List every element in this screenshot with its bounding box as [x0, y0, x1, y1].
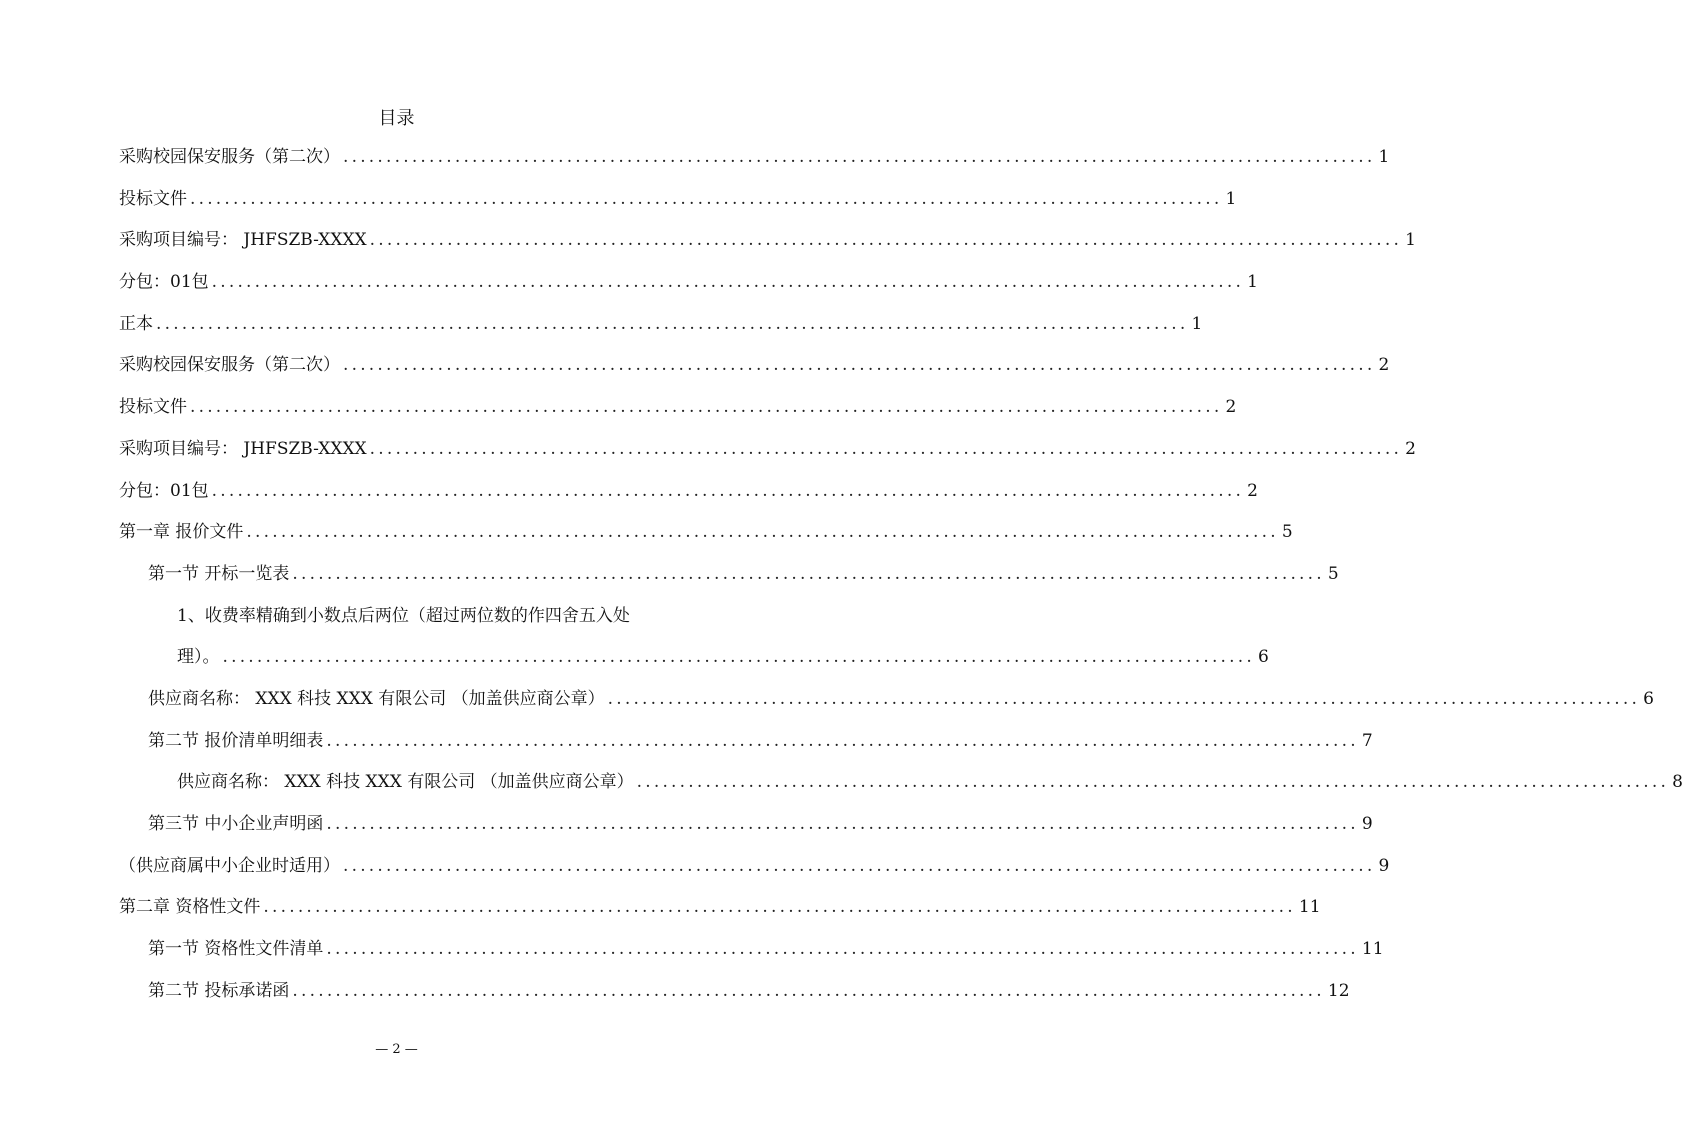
toc-entry[interactable] [119, 679, 1654, 721]
toc-entry-text: 第一节 开标一览表 [148, 563, 290, 584]
dot-leader: ........................................................................................................................ [211, 272, 1245, 293]
toc-title: 目录 [378, 108, 415, 129]
toc-entry-text: 第二节 报价清单明细表 [148, 730, 324, 751]
toc-entry[interactable] [119, 429, 1416, 471]
toc-entry[interactable] [119, 554, 1339, 596]
toc-entry[interactable] [119, 387, 1237, 429]
toc-entry[interactable] [119, 179, 1237, 221]
toc-page-number: 6 [1257, 647, 1269, 668]
dot-leader: ........................................................................................................................ [343, 355, 1376, 376]
toc-entry[interactable] [119, 846, 1390, 888]
dot-leader: ........................................................................................................................ [190, 188, 1223, 209]
toc-entry[interactable] [119, 471, 1258, 513]
dot-leader: ........................................................................................................................ [343, 147, 1376, 167]
dot-leader: ........................................................................................................................ [369, 438, 1403, 459]
toc-page-number: 11 [1298, 897, 1321, 918]
table-of-contents [119, 137, 1683, 1012]
toc-page-number: 7 [1361, 730, 1373, 751]
toc-entry-text: 正本 [119, 313, 153, 334]
toc-page-number: 1 [1191, 313, 1203, 334]
toc-entry-text: （供应商属中小企业时适用） [119, 855, 340, 876]
toc-entry-text: 采购项目编号： JHFSZB-XXXX [119, 438, 367, 459]
toc-page-number: 8 [1672, 772, 1683, 793]
dot-leader: ........................................................................................................................ [292, 563, 1325, 584]
toc-entry[interactable] [119, 804, 1373, 846]
dot-leader: ........................................................................................................................ [326, 730, 1359, 751]
toc-page-number: 2 [1378, 355, 1390, 376]
dot-leader: ........................................................................................................................ [343, 855, 1376, 876]
toc-page-number: 11 [1361, 939, 1384, 960]
toc-page-number: 1 [1225, 188, 1237, 209]
toc-entry[interactable] [119, 596, 673, 638]
toc-entry[interactable] [119, 971, 1350, 1013]
toc-entry[interactable] [119, 137, 1390, 179]
toc-entry-text: 采购项目编号： JHFSZB-XXXX [119, 230, 367, 251]
toc-entry-text: 第二章 资格性文件 [119, 897, 261, 918]
toc-entry[interactable] [119, 637, 1269, 679]
toc-entry-text: 投标文件 [119, 397, 187, 418]
toc-entry-text: 第一节 资格性文件清单 [148, 939, 324, 960]
dot-leader: ........................................................................................................................ [636, 772, 1670, 793]
toc-entry-text: 1、收费率精确到小数点后两位（超过两位数的作四舍五入处 [177, 605, 630, 626]
toc-entry-text: 分包：01包 [119, 480, 209, 501]
toc-entry[interactable] [119, 304, 1203, 346]
toc-page-number: 6 [1643, 688, 1654, 709]
toc-page-number: 2 [1225, 397, 1237, 418]
toc-entry-text: 第三节 中小企业声明函 [148, 814, 324, 834]
toc-page-number: 2 [1247, 480, 1258, 501]
toc-page-number: 9 [1361, 814, 1373, 834]
toc-page-number: 12 [1327, 980, 1350, 1001]
dot-leader: ........................................................................................................................ [246, 522, 1279, 543]
toc-page-number: 1 [1247, 272, 1258, 293]
toc-entry-text: 投标文件 [119, 188, 187, 209]
dot-leader: ........................................................................................................................ [369, 230, 1403, 251]
toc-entry[interactable] [119, 262, 1258, 304]
toc-entry[interactable] [119, 762, 1683, 804]
toc-entry-text: 采购校园保安服务（第二次） [119, 355, 340, 376]
toc-page-number: 5 [1327, 563, 1339, 584]
toc-page-number: 1 [1405, 230, 1416, 251]
toc-page-number: 2 [1405, 438, 1416, 459]
dot-leader: ........................................................................................................................ [190, 397, 1223, 418]
toc-entry[interactable] [119, 721, 1373, 763]
toc-entry[interactable] [119, 929, 1384, 971]
toc-entry-text: 第一章 报价文件 [119, 522, 244, 543]
dot-leader: ........................................................................................................................ [326, 814, 1359, 834]
toc-entry[interactable] [119, 345, 1390, 387]
toc-entry[interactable] [119, 220, 1416, 262]
dot-leader: ........................................................................................................................ [156, 313, 1189, 334]
dot-leader: ........................................................................................................................ [292, 980, 1325, 1001]
page-number-footer: — 2 — [375, 1042, 418, 1057]
toc-page-number: 1 [1378, 147, 1390, 167]
toc-entry-text: 供应商名称： XXX 科技 XXX 有限公司 （加盖供应商公章） [177, 772, 634, 793]
dot-leader: ........................................................................................................................ [222, 647, 1255, 668]
toc-page-number: 5 [1281, 522, 1293, 543]
dot-leader: ........................................................................................................................ [263, 897, 1296, 918]
dot-leader: ........................................................................................................................ [607, 688, 1641, 709]
toc-entry-text: 分包：01包 [119, 272, 209, 293]
toc-entry[interactable] [119, 512, 1293, 554]
toc-entry[interactable] [119, 887, 1321, 929]
toc-entry-text: 理）。 [177, 647, 220, 668]
toc-entry-text: 第二节 投标承诺函 [148, 980, 290, 1001]
toc-page-number: 9 [1378, 855, 1390, 876]
dot-leader: ........................................................................................................................ [326, 939, 1359, 960]
toc-entry-text: 采购校园保安服务（第二次） [119, 147, 340, 167]
toc-entry-text: 供应商名称： XXX 科技 XXX 有限公司 （加盖供应商公章） [148, 688, 605, 709]
dot-leader: ........................................................................................................................ [211, 480, 1245, 501]
